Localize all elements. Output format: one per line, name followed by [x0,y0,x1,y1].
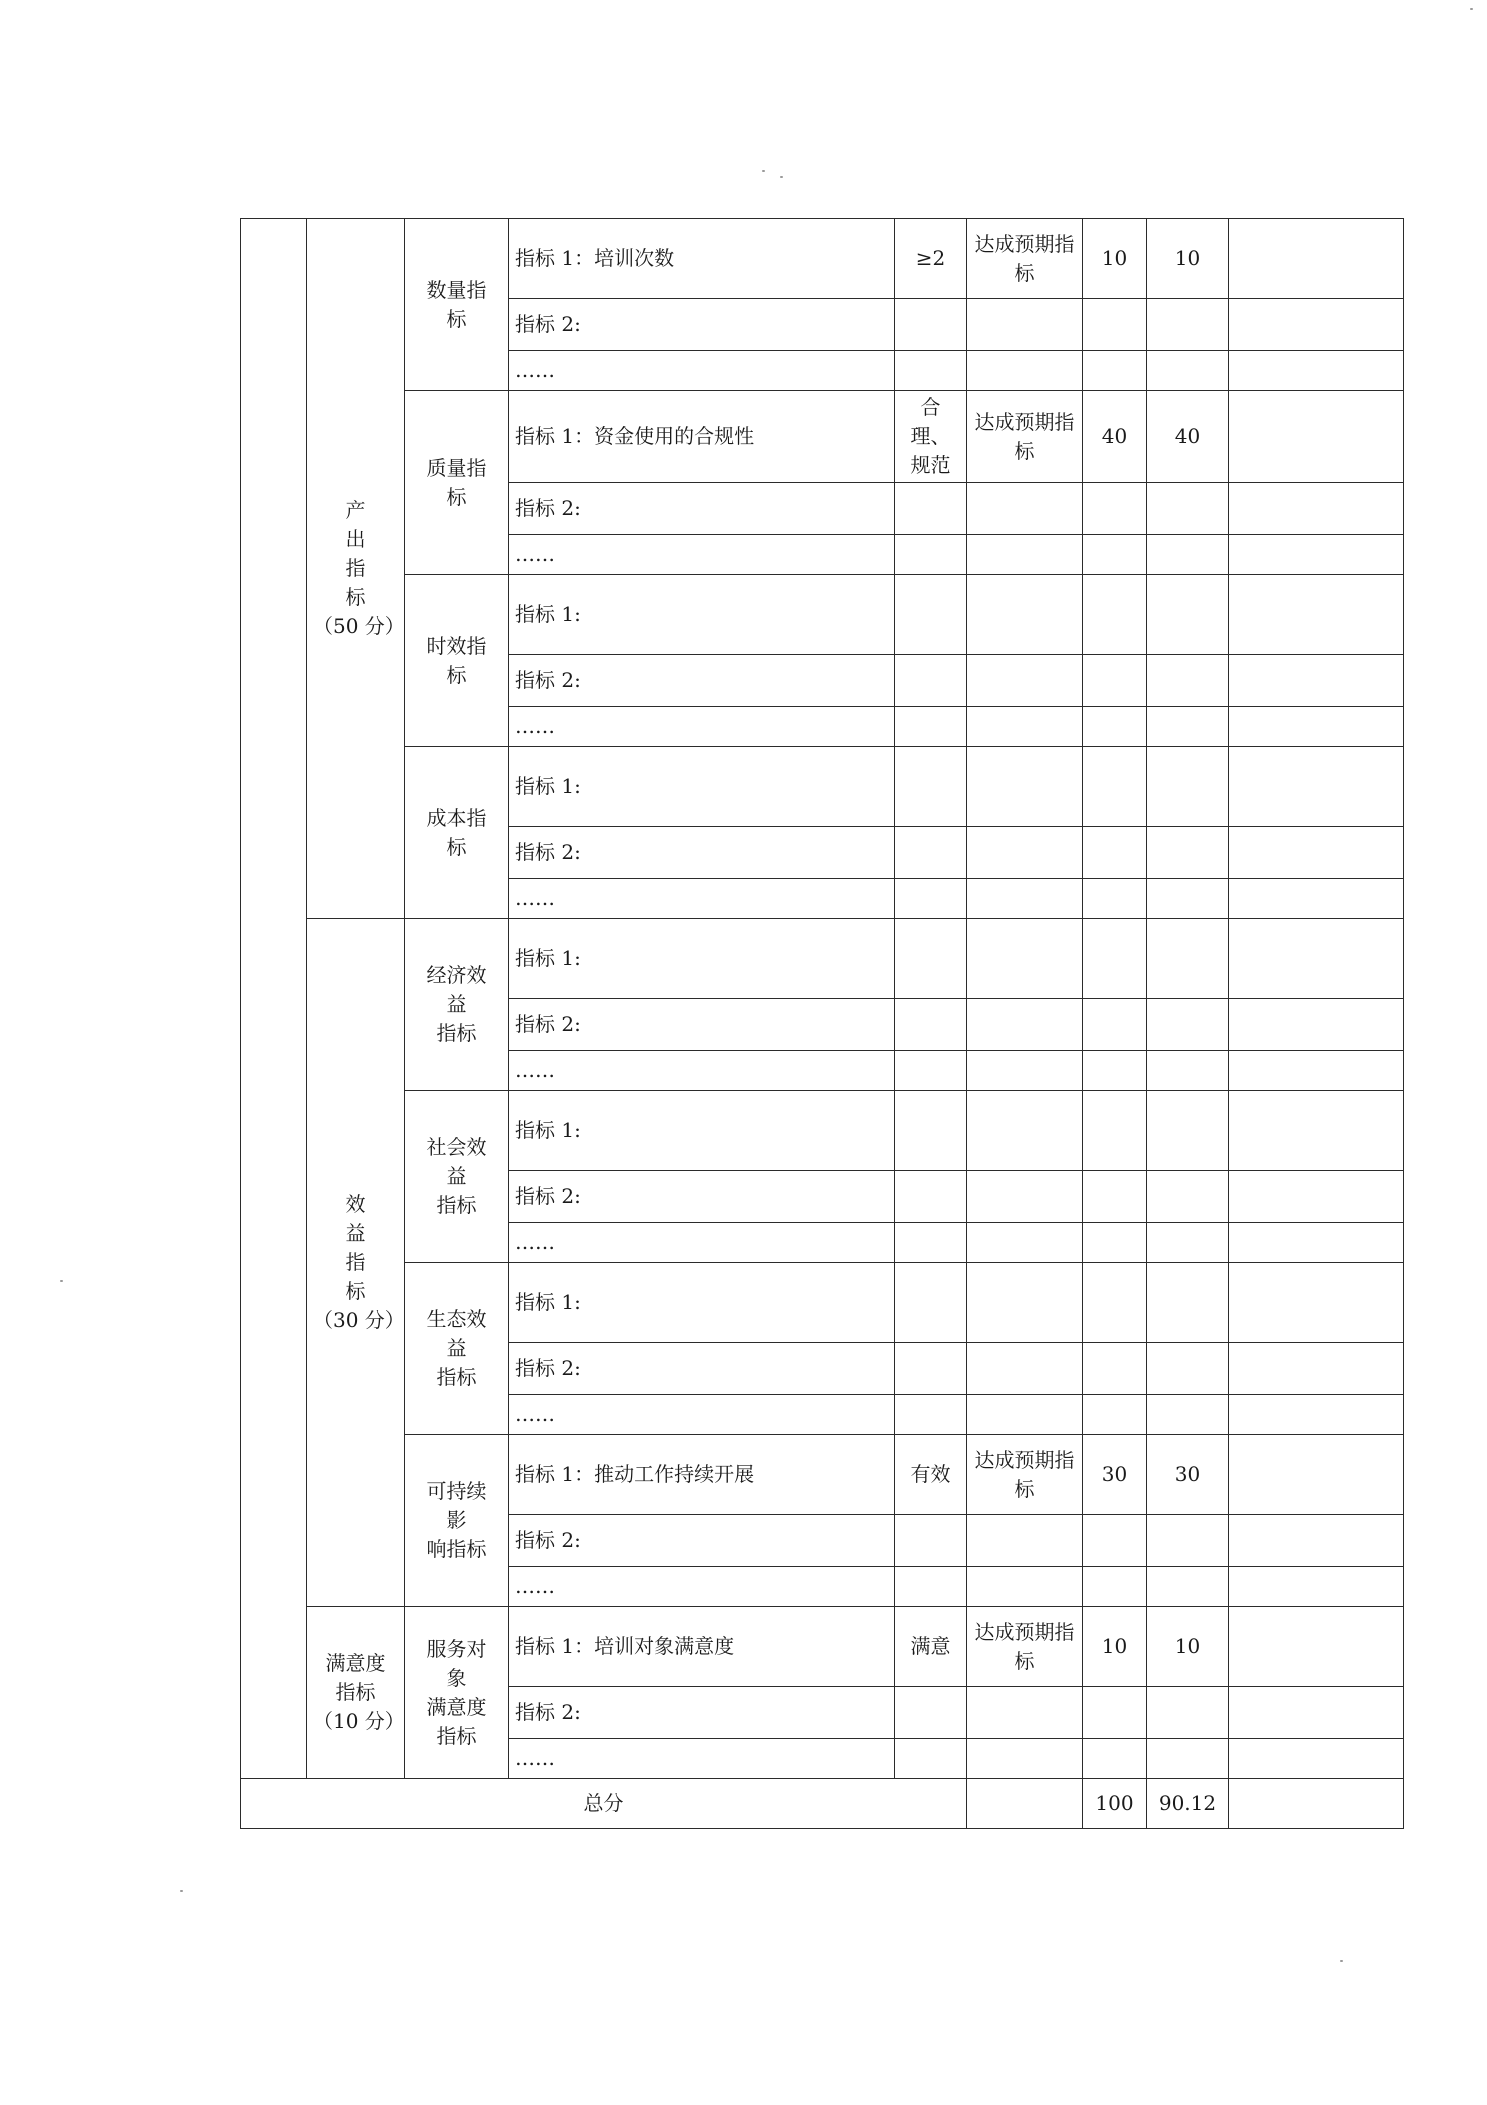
target-cell: 合理、规范 [895,391,967,483]
weight-cell: 40 [1083,391,1147,483]
target-cell [895,535,967,575]
section-label [307,219,405,919]
indicator-cell: …… [509,1739,895,1779]
weight-cell [1083,1567,1147,1607]
weight-cell [1083,747,1147,827]
section-label [307,919,405,1607]
note-cell [1229,707,1404,747]
group-label-line: 质量指 [426,455,487,480]
group-label-line: 影 [446,1508,467,1532]
table-row [241,1607,1404,1687]
note-cell [1229,879,1404,919]
indicator-cell: 指标 1：推动工作持续开展 [509,1435,895,1515]
weight-cell [1083,1171,1147,1223]
evaluation-cell [967,1567,1083,1607]
group-label-line: 数量指 [426,277,487,302]
target-cell [895,575,967,655]
target-cell [895,351,967,391]
indicator-cell: …… [509,1567,895,1607]
section-label [307,1607,405,1779]
group-label-line: 指标 [436,1365,477,1389]
indicator-cell: 指标 2: [509,1515,895,1567]
target-cell [895,1395,967,1435]
group-label-line: 标 [446,662,467,687]
score-cell [1147,1687,1229,1739]
scan-speck [180,1890,183,1892]
score-cell [1147,1091,1229,1171]
note-cell [1229,1091,1404,1171]
section-label-line: 满意度 [325,1651,386,1675]
weight-cell [1083,1395,1147,1435]
note-cell [1229,1515,1404,1567]
weight-cell [1083,919,1147,999]
group-label-line: 益 [446,992,467,1016]
evaluation-cell [967,827,1083,879]
note-cell [1229,1263,1404,1343]
group-label-line: 指标 [436,1723,477,1748]
weight-cell [1083,483,1147,535]
target-cell [895,747,967,827]
note-cell [1229,655,1404,707]
target-cell [895,919,967,999]
note-cell [1229,1051,1404,1091]
section-label-line: 标 [345,1279,366,1303]
scan-speck [1470,8,1473,10]
section-label-line: 产 [345,498,366,522]
group-label [405,1435,509,1607]
target-cell [895,1171,967,1223]
group-label-line: 成本指 [426,805,487,830]
evaluation-cell [967,999,1083,1051]
score-cell [1147,1395,1229,1435]
target-cell [895,1263,967,1343]
indicator-cell: …… [509,535,895,575]
indicator-cell: 指标 1：培训对象满意度 [509,1607,895,1687]
group-label-line: 标 [446,834,467,859]
weight-cell [1083,1343,1147,1395]
section-label-line: 标 [345,585,366,609]
target-cell [895,299,967,351]
group-label [405,747,509,919]
target-cell [895,707,967,747]
score-cell [1147,747,1229,827]
indicator-cell: …… [509,879,895,919]
table-row [241,1263,1404,1343]
evaluation-cell: 达成预期指标 [967,1607,1083,1687]
group-label-line: 满意度 [426,1694,487,1719]
group-label-line: 服务对 [426,1636,487,1661]
evaluation-cell [967,919,1083,999]
weight-cell [1083,707,1147,747]
table-row [241,575,1404,655]
indicator-cell: 指标 2: [509,483,895,535]
total-row [241,1779,1404,1829]
weight-cell [1083,1051,1147,1091]
total-note-cell [1229,1779,1404,1829]
table-row [241,1435,1404,1515]
table-row [241,747,1404,827]
evaluation-cell [967,1515,1083,1567]
total-weight: 100 [1083,1779,1147,1829]
note-cell [1229,351,1404,391]
evaluation-cell [967,655,1083,707]
score-cell [1147,999,1229,1051]
weight-cell: 10 [1083,219,1147,299]
score-cell [1147,483,1229,535]
note-cell [1229,299,1404,351]
group-label-line: 生态效 [426,1307,487,1331]
indicator-cell: …… [509,707,895,747]
note-cell [1229,827,1404,879]
target-cell [895,999,967,1051]
total-label: 总分 [241,1779,967,1829]
indicator-cell: …… [509,351,895,391]
group-label-line: 指标 [436,1193,477,1217]
scan-speck [762,170,765,172]
evaluation-cell [967,299,1083,351]
evaluation-cell [967,1263,1083,1343]
note-cell [1229,747,1404,827]
evaluation-cell [967,707,1083,747]
section-label-line: 指标 [335,1680,376,1704]
indicator-cell: 指标 1：培训次数 [509,219,895,299]
evaluation-cell: 达成预期指标 [967,219,1083,299]
evaluation-cell [967,1343,1083,1395]
evaluation-cell [967,535,1083,575]
evaluation-cell [967,351,1083,391]
table-row [241,219,1404,299]
note-cell [1229,1223,1404,1263]
score-cell [1147,535,1229,575]
evaluation-cell [967,483,1083,535]
target-cell: 满意 [895,1607,967,1687]
group-label [405,1091,509,1263]
note-cell [1229,535,1404,575]
table-row [241,919,1404,999]
note-cell [1229,1343,1404,1395]
evaluation-cell [967,747,1083,827]
performance-indicator-table [240,218,1404,1829]
section-label-line: （50 分） [313,614,405,638]
weight-cell [1083,1515,1147,1567]
evaluation-cell [967,1395,1083,1435]
score-cell [1147,1739,1229,1779]
score-cell [1147,879,1229,919]
indicator-cell: 指标 1: [509,1091,895,1171]
weight-cell [1083,1687,1147,1739]
section-label-line: （30 分） [313,1308,405,1332]
group-label-line: 指标 [436,1021,477,1045]
weight-cell [1083,655,1147,707]
target-cell [895,1343,967,1395]
score-cell [1147,1263,1229,1343]
score-cell [1147,1051,1229,1091]
group-label-line: 益 [446,1336,467,1360]
indicator-cell: 指标 2: [509,1171,895,1223]
section-label-line: 指 [345,556,366,580]
section-label-line: 出 [345,527,366,551]
group-label-line: 象 [446,1665,467,1690]
note-cell [1229,1739,1404,1779]
weight-cell: 10 [1083,1607,1147,1687]
group-label-line: 标 [446,306,467,331]
indicator-cell: 指标 1: [509,1263,895,1343]
weight-cell [1083,1091,1147,1171]
evaluation-cell [967,879,1083,919]
weight-cell [1083,827,1147,879]
weight-cell [1083,999,1147,1051]
note-cell [1229,575,1404,655]
score-cell [1147,655,1229,707]
target-cell: 有效 [895,1435,967,1515]
scan-speck [780,176,783,178]
group-label [405,919,509,1091]
indicator-cell: …… [509,1051,895,1091]
target-cell [895,879,967,919]
total-evaluation-cell [967,1779,1083,1829]
weight-cell [1083,535,1147,575]
score-cell [1147,1515,1229,1567]
evaluation-cell [967,1223,1083,1263]
group-label-line: 社会效 [426,1135,487,1159]
score-cell: 30 [1147,1435,1229,1515]
weight-cell [1083,1263,1147,1343]
score-cell [1147,1223,1229,1263]
indicator-cell: 指标 2: [509,827,895,879]
target-cell [895,1515,967,1567]
scan-speck [1340,1960,1343,1962]
indicator-cell: 指标 1: [509,919,895,999]
group-label [405,219,509,391]
note-cell [1229,219,1404,299]
group-label-line: 响指标 [426,1537,487,1561]
indicator-cell: 指标 2: [509,1343,895,1395]
evaluation-cell [967,1739,1083,1779]
target-cell [895,483,967,535]
note-cell [1229,1435,1404,1515]
table-row [241,391,1404,483]
weight-cell: 30 [1083,1435,1147,1515]
weight-cell [1083,575,1147,655]
score-cell [1147,575,1229,655]
indicator-cell: …… [509,1395,895,1435]
note-cell [1229,999,1404,1051]
score-cell [1147,1343,1229,1395]
blank-left-column [241,219,307,1779]
scan-speck [60,1280,63,1282]
weight-cell [1083,299,1147,351]
indicator-cell: 指标 2: [509,1687,895,1739]
group-label [405,1263,509,1435]
note-cell [1229,1171,1404,1223]
indicator-cell: 指标 1: [509,747,895,827]
note-cell [1229,1687,1404,1739]
indicator-cell: 指标 2: [509,999,895,1051]
indicator-cell: 指标 1: [509,575,895,655]
group-label [405,1607,509,1779]
section-label-line: 效 [345,1192,366,1216]
group-label-line: 可持续 [426,1479,487,1503]
score-cell [1147,1171,1229,1223]
section-label-line: 指 [345,1250,366,1274]
score-cell [1147,351,1229,391]
indicator-cell: …… [509,1223,895,1263]
score-cell: 40 [1147,391,1229,483]
score-cell [1147,707,1229,747]
group-label [405,391,509,575]
section-label-line: （10 分） [313,1709,405,1733]
note-cell [1229,483,1404,535]
target-cell [895,1223,967,1263]
indicator-cell: 指标 2: [509,299,895,351]
weight-cell [1083,879,1147,919]
evaluation-cell [967,1051,1083,1091]
target-cell [895,655,967,707]
target-cell: ≥2 [895,219,967,299]
evaluation-cell [967,1171,1083,1223]
target-cell [895,1091,967,1171]
target-cell [895,1687,967,1739]
target-cell [895,827,967,879]
score-cell: 10 [1147,219,1229,299]
score-cell [1147,1567,1229,1607]
group-label-line: 时效指 [426,633,487,658]
score-cell [1147,827,1229,879]
weight-cell [1083,1223,1147,1263]
target-cell [895,1051,967,1091]
indicator-cell: 指标 2: [509,655,895,707]
indicator-cell: 指标 1：资金使用的合规性 [509,391,895,483]
score-cell: 10 [1147,1607,1229,1687]
evaluation-cell [967,1687,1083,1739]
note-cell [1229,1395,1404,1435]
weight-cell [1083,1739,1147,1779]
target-cell [895,1739,967,1779]
target-cell [895,1567,967,1607]
evaluation-cell [967,575,1083,655]
note-cell [1229,391,1404,483]
table-row [241,1091,1404,1171]
group-label-line: 经济效 [426,963,487,987]
score-cell [1147,299,1229,351]
evaluation-cell: 达成预期指标 [967,391,1083,483]
section-label-line: 益 [345,1221,366,1245]
evaluation-cell: 达成预期指标 [967,1435,1083,1515]
group-label [405,575,509,747]
weight-cell [1083,351,1147,391]
total-score: 90.12 [1147,1779,1229,1829]
evaluation-cell [967,1091,1083,1171]
group-label-line: 标 [446,484,467,509]
note-cell [1229,1607,1404,1687]
group-label-line: 益 [446,1164,467,1188]
score-cell [1147,919,1229,999]
note-cell [1229,1567,1404,1607]
note-cell [1229,919,1404,999]
